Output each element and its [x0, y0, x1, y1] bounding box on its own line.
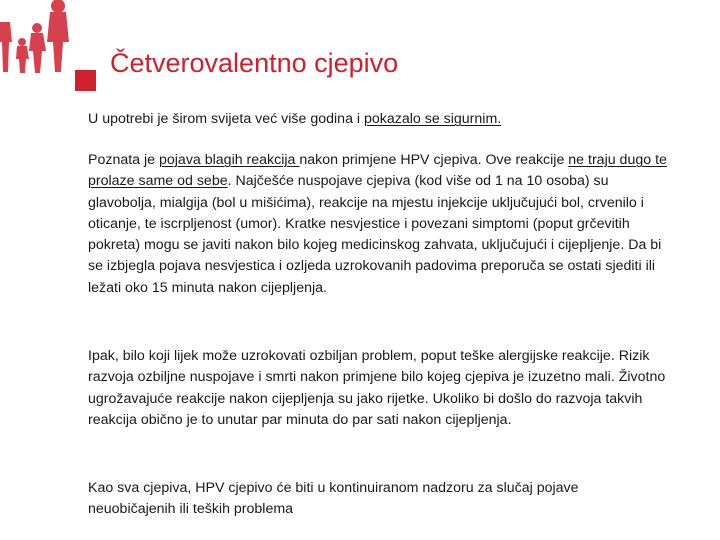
- paragraph-2-underlined-b: ne traju dugo te prolaze same od sebe: [88, 152, 667, 190]
- paragraph-2-text-c: . Najčešće nuspojave cjepiva (kod više od 1 na 10 osoba) su glavobolja, mialgija (bol u mišićima), reakcije na mjestu injekcije uključujući bol, crvenilo i oticanje, te iscrpljenost (umor). Kratke nesvjestice i povezani simptomi (poput grčevitih pokreta) mogu se javiti nakon bilo kojeg medicinskog zahvata, uključujući i cijepljenje. Da bi se izbjegla pojava nesvjestica i ozljeda uzrokovanih padovima preporuča se ostati sjediti ili ležati oko 15 minuta nakon cijepljenja.: [88, 173, 662, 296]
- paragraph-1-text: U upotrebi je širom svijeta već više godina i: [88, 111, 364, 127]
- paragraph-1-underlined: pokazalo se sigurnim.: [364, 111, 502, 127]
- paragraph-3: Ipak, bilo koji lijek može uzrokovati ozbiljan problem, poput teške alergijske reakcije. Rizik razvoja ozbiljne nuspojave i smrti nakon primjene bilo kojeg cjepiva je izuzetno mali. Životno ugrožavajuće reakcije nakon cijepljenja su jako rijetke. Ukoliko bi došlo do razvoja takvih reakcija obično je to unutar par minuta do par sati nakon cijepljenja.: [88, 348, 666, 428]
- paragraph-2-text-a: Poznata je: [88, 152, 159, 168]
- slide-title: Četverovalentno cjepivo: [110, 48, 399, 78]
- paragraph-1: [88, 109, 670, 130]
- paragraph-4: Kao sva cjepiva, HPV cjepivo će biti u kontinuiranom nadzoru za slučaj pojave neuobičajenih ili teških problema: [88, 480, 579, 518]
- people-silhouette-logo-icon: [0, 0, 80, 80]
- paragraph-2-underlined-a: pojava blagih reakcija: [159, 152, 300, 168]
- title-accent-square: [75, 70, 96, 91]
- paragraph-2-text-b: nakon primjene HPV cjepiva. Ove reakcije: [299, 152, 569, 168]
- paragraph-2: [88, 150, 670, 299]
